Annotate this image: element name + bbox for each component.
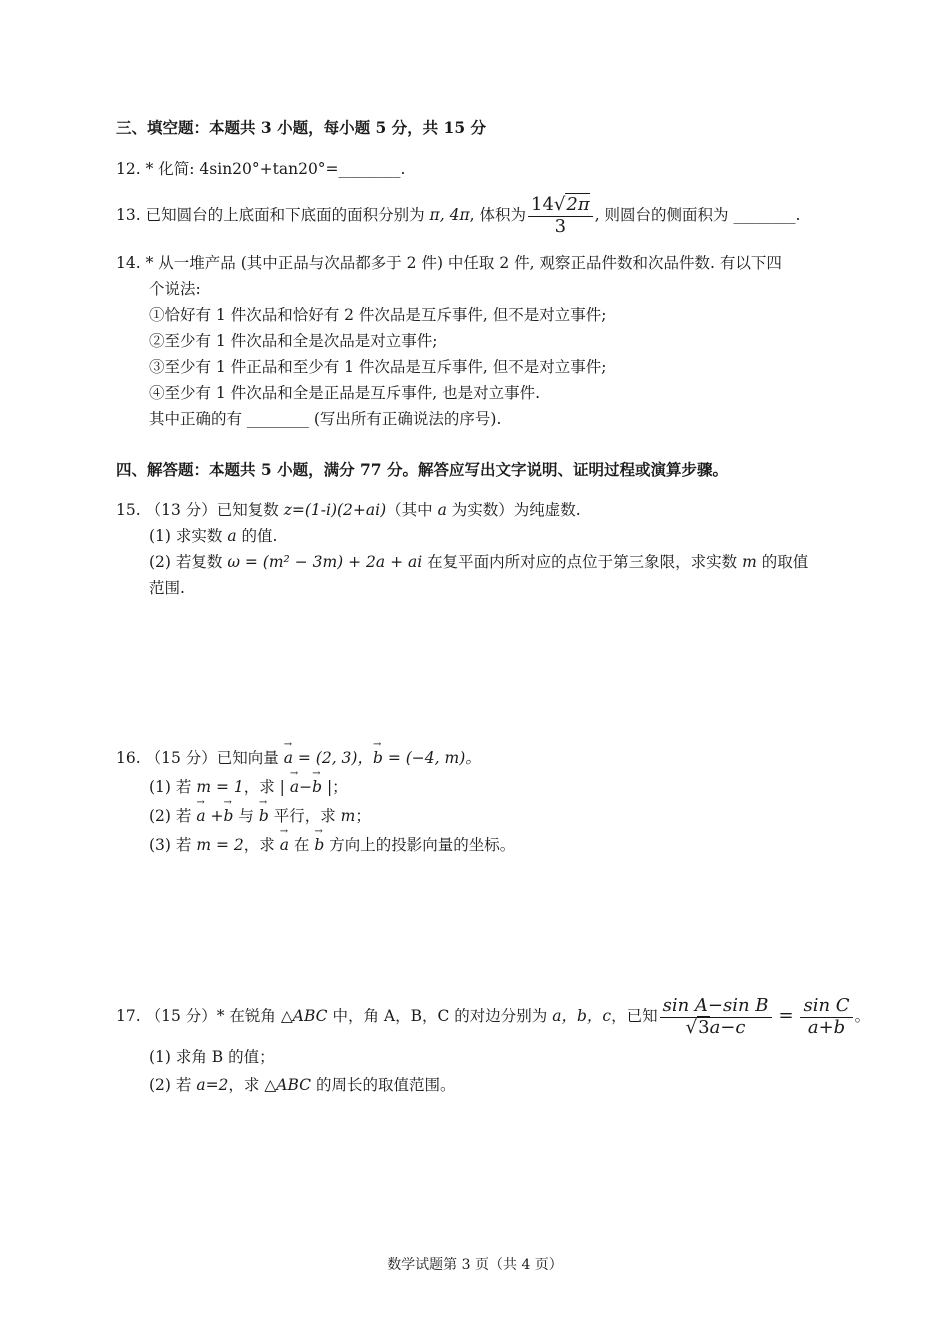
question-16-part-1-tail: ，求 | bbox=[243, 778, 285, 796]
question-13-before: 已知圆台的上底面和下底面的面积分别为 bbox=[145, 206, 425, 225]
volume-fraction: $\frac{14√2\pi}{3}$ bbox=[528, 195, 593, 237]
question-16-part-1-cond: m = 1 bbox=[196, 778, 244, 796]
section-3-title: 三、填空题：本题共 3 小题，每小题 5 分，共 15 分 bbox=[116, 118, 487, 137]
left-fraction-denominator-radicand: 3 bbox=[698, 1016, 710, 1038]
question-16-part-3-vec-b: → b bbox=[314, 836, 324, 854]
question-12-number: 12. bbox=[116, 160, 141, 178]
question-17-number: 17. bbox=[116, 1007, 141, 1026]
volume-numerator-coef: 14 bbox=[531, 194, 554, 215]
question-15-z: z=(1-i)(2+ai) bbox=[283, 501, 387, 519]
section-4-title: 四、解答题：本题共 5 小题，满分 77 分。解答应写出文字说明、证明过程或演算步骤。 bbox=[116, 460, 728, 479]
right-fraction-numerator: sin C bbox=[800, 996, 852, 1018]
question-16-part-2-vec-b: → b bbox=[224, 807, 234, 825]
question-15-tail2: 为实数）为纯虚数. bbox=[451, 501, 581, 519]
question-15-number: 15. bbox=[116, 501, 141, 519]
question-17-part-2-text: (2) 若 bbox=[149, 1076, 192, 1094]
vector-a-value: = (2, 3)， bbox=[297, 749, 373, 767]
question-16-part-1-vec-a: → a bbox=[290, 778, 299, 796]
question-15-part-2 bbox=[149, 550, 808, 572]
question-17-known: ，已知 bbox=[611, 1007, 658, 1026]
question-15-part-2-text: (2) 若复数 bbox=[149, 553, 223, 571]
question-17-part-2-tail: 的周长的取值范围。 bbox=[315, 1076, 456, 1094]
question-17-part-2-mid: ，求 bbox=[228, 1076, 260, 1094]
question-14-number: 14. bbox=[116, 254, 141, 272]
question-17-part-2-cond: a=2 bbox=[196, 1076, 229, 1094]
question-15-part-1-tail: 的值. bbox=[241, 527, 278, 545]
question-13-after: , 则圆台的侧面积为 ________. bbox=[594, 206, 801, 225]
question-16-part-3-mid: ，求 bbox=[243, 836, 275, 854]
question-17-part-2 bbox=[149, 1073, 455, 1095]
question-15-head: （13 分）已知复数 bbox=[145, 501, 279, 519]
question-16-part-3-vec-a: → a bbox=[280, 836, 289, 854]
question-16-part-2-plus: + bbox=[210, 807, 224, 825]
question-14-statement-4: ④至少有 1 件次品和全是正品是互斥事件, 也是对立事件. bbox=[149, 384, 540, 402]
volume-numerator-radicand: 2π bbox=[566, 194, 590, 215]
question-17 bbox=[116, 996, 870, 1038]
question-16-part-2-vec-a: → a bbox=[196, 807, 205, 825]
page-footer: 数学试题第 3 页（共 4 页） bbox=[387, 1257, 563, 1273]
question-16-part-1 bbox=[149, 775, 348, 797]
question-17-part-2-triangle: △ABC bbox=[264, 1076, 312, 1094]
question-16-part-2-text: (2) 若 bbox=[149, 807, 192, 825]
question-14-statement-3: ③至少有 1 件正品和至少有 1 件次品是互斥事件, 但不是对立事件; bbox=[149, 358, 607, 376]
question-17-part-1: (1) 求角 B 的值； bbox=[149, 1048, 275, 1066]
question-17-mid: 中，角 A，B，C 的对边分别为 bbox=[332, 1007, 548, 1026]
question-12-text: * 化简: 4sin20°+tan20°=________. bbox=[145, 160, 406, 178]
question-15-part-2-m: m bbox=[742, 553, 757, 571]
question-14-line2: 个说法: bbox=[149, 280, 201, 298]
question-16-part-3-tail: 方向上的投影向量的坐标。 bbox=[329, 836, 516, 854]
question-15-part-2-expr: ω = (m² − 3m) + 2a + ai bbox=[227, 553, 423, 571]
question-15-part-1-text: (1) 求实数 bbox=[149, 527, 223, 545]
question-15-part-2-line2: 范围. bbox=[149, 579, 185, 597]
question-14-statement-1: ①恰好有 1 件次品和恰好有 2 件次品是互斥事件, 但不是对立事件; bbox=[149, 306, 607, 324]
question-15 bbox=[116, 498, 581, 520]
question-17-head: （15 分）* 在锐角 bbox=[145, 1007, 276, 1026]
question-16-part-2-tail: 平行，求 bbox=[273, 807, 336, 825]
question-16-part-2-vec-b2: → b bbox=[259, 807, 269, 825]
question-17-triangle: △ABC bbox=[280, 1007, 328, 1026]
question-16-head: （15 分）已知向量 bbox=[145, 749, 279, 767]
question-14 bbox=[116, 251, 782, 273]
question-13-areas: π, 4π bbox=[429, 206, 470, 225]
question-16-part-3-cond: m = 2 bbox=[196, 836, 244, 854]
question-14-ask: 其中正确的有 ________ (写出所有正确说法的序号). bbox=[149, 410, 502, 428]
question-16-part-1-end: |； bbox=[326, 778, 348, 796]
question-17-end: 。 bbox=[854, 1007, 871, 1026]
question-14-line1: * 从一堆产品 (其中正品与次品都多于 2 件) 中任取 2 件, 观察正品件数和次品件数. 有以下四 bbox=[145, 254, 782, 272]
question-15-tail1: （其中 bbox=[386, 501, 433, 519]
left-fraction-denominator-rest: a−c bbox=[709, 1016, 746, 1038]
question-14-statement-2: ②至少有 1 件次品和全是次品是对立事件; bbox=[149, 332, 438, 350]
question-16-part-1-minus: − bbox=[299, 778, 313, 796]
question-17-sides: a，b，c bbox=[552, 1007, 612, 1026]
equals-sign: = bbox=[778, 1005, 794, 1027]
question-13-number: 13. bbox=[116, 206, 141, 225]
question-16-number: 16. bbox=[116, 749, 141, 767]
question-16-part-3 bbox=[149, 833, 515, 855]
vector-b-value: = (−4, m)。 bbox=[387, 749, 481, 767]
question-15-a: a bbox=[437, 501, 447, 519]
question-16-part-3-text: (3) 若 bbox=[149, 836, 192, 854]
question-16-part-2-with: 与 bbox=[238, 807, 254, 825]
question-13-mid: , 体积为 bbox=[469, 206, 526, 225]
question-15-part-1-a: a bbox=[227, 527, 237, 545]
right-fraction-denominator: a+b bbox=[807, 1016, 846, 1038]
sine-ratio-fraction-left: $\frac{\text{sin A−sin B}}{√3a-c}$ bbox=[660, 996, 772, 1038]
vector-a: → a bbox=[284, 749, 293, 767]
question-13 bbox=[116, 195, 800, 237]
question-16-part-1-vec-b: → b bbox=[312, 778, 322, 796]
question-15-part-1 bbox=[149, 524, 277, 546]
volume-denominator: 3 bbox=[554, 215, 567, 237]
question-16-part-2-m: m bbox=[340, 807, 356, 825]
question-16 bbox=[116, 746, 481, 768]
vector-b: → b bbox=[373, 749, 383, 767]
question-15-part-2-tail: 在复平面内所对应的点位于第三象限，求实数 bbox=[427, 553, 738, 571]
question-15-part-2-tail2: 的取值 bbox=[761, 553, 809, 571]
question-16-part-2-end: ； bbox=[355, 807, 371, 825]
sine-ratio-fraction-right bbox=[800, 996, 852, 1038]
question-16-part-3-in: 在 bbox=[293, 836, 310, 854]
question-12 bbox=[116, 157, 405, 179]
question-16-part-2 bbox=[149, 804, 371, 826]
question-16-part-1-text: (1) 若 bbox=[149, 778, 192, 796]
left-fraction-numerator: sin A−sin B bbox=[660, 996, 772, 1018]
